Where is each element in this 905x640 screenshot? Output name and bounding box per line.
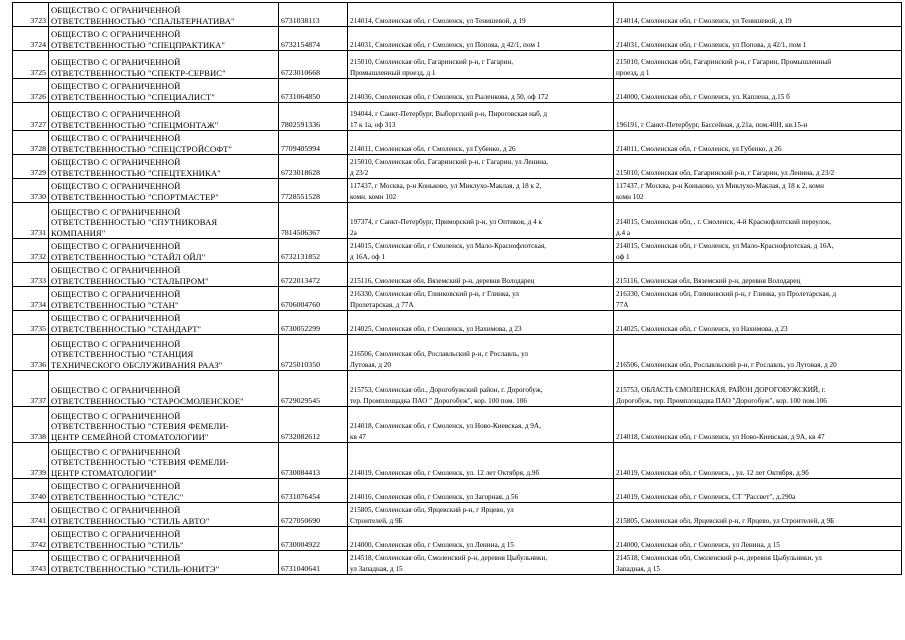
company-name-line: ОБЩЕСТВО С ОГРАНИЧЕННОЙ <box>51 385 181 396</box>
company-name-line: ОТВЕТСТВЕННОСТЬЮ "СПЕЦПРАКТИКА" <box>51 39 225 50</box>
company-name-line: ОБЩЕСТВО С ОГРАНИЧЕННОЙ <box>51 157 181 168</box>
row-number: 3728 <box>13 131 49 155</box>
table-row <box>13 79 902 103</box>
legal-address-line: 214025, Смоленская обл, г Смоленск, ул Нахимова, д 23 <box>350 324 522 333</box>
row-number: 3742 <box>13 527 49 551</box>
actual-address-line: 214000, Смоленская обл, г Смоленск, ул Ленина, д 15 <box>616 540 780 549</box>
inn-number: 6731038113 <box>279 3 348 27</box>
legal-address-line: 214016, Смоленская обл, г Смоленск, ул Загорная, д 56 <box>350 492 519 501</box>
legal-address-line: кв 47 <box>350 432 366 441</box>
legal-address <box>348 239 614 263</box>
actual-address <box>614 479 902 503</box>
company-name-line: ОБЩЕСТВО С ОГРАНИЧЕННОЙ <box>51 289 181 300</box>
row-number: 3740 <box>13 479 49 503</box>
legal-address-line: 214000, Смоленская обл, г Смоленск, ул Ленина, д 15 <box>350 540 514 549</box>
company-name-line: ОБЩЕСТВО С ОГРАНИЧЕННОЙ <box>51 411 181 422</box>
company-name-line: ОТВЕТСТВЕННОСТЬЮ "СПЕЦТЕХНИКА" <box>51 167 221 178</box>
company-name-line: ЦЕНТР СТОМАТОЛОГИИ" <box>51 467 157 478</box>
company-name <box>49 179 279 203</box>
inn-number: 6731064850 <box>279 79 348 103</box>
inn-number: 6732131852 <box>279 239 348 263</box>
actual-address <box>614 527 902 551</box>
legal-address-line: 214031, Смоленская обл, г Смоленск, ул Попова, д 42/1, пом 1 <box>350 40 541 49</box>
inn-number: 6723018628 <box>279 155 348 179</box>
legal-address <box>348 443 614 479</box>
actual-address-line: 216330, Смоленская обл, Глинковский р-н, г Глинка, ул Пролетарская, д <box>616 290 837 299</box>
legal-address <box>348 503 614 527</box>
company-name <box>49 443 279 479</box>
inn-number: 7814506367 <box>279 203 348 239</box>
table-row <box>13 263 902 287</box>
company-name-line: ОТВЕТСТВЕННОСТЬЮ "СПЕЦМОНТАЖ" <box>51 119 219 130</box>
company-name-line: ОБЩЕСТВО С ОГРАНИЧЕННОЙ <box>51 29 181 40</box>
legal-address-line: 197374, г Санкт-Петербург, Приморский р-н, ул Оптиков, д 4 к <box>350 218 542 227</box>
legal-address-line: 216330, Смоленская обл, Глинковский р-н, г Глинка, ул <box>350 290 519 299</box>
actual-address <box>614 407 902 443</box>
legal-address-line: Пролетарская, д 77А <box>350 300 414 309</box>
company-name <box>49 311 279 335</box>
company-name-line: ОТВЕТСТВЕННОСТЬЮ "СТЕВИЯ ФЕМЕЛИ- <box>51 457 229 468</box>
row-number: 3726 <box>13 79 49 103</box>
actual-address-line: 215010, Смоленская обл, Гагаринский р-н, г Гагарин, Промышленный <box>616 58 832 67</box>
inn-number: 6727050690 <box>279 503 348 527</box>
actual-address-line: 214015, Смоленская обл, г Смоленск, ул Мало-Краснофлотская, д 16А, <box>616 242 834 251</box>
actual-address <box>614 263 902 287</box>
row-number: 3727 <box>13 103 49 131</box>
actual-address-line: 215010, Смоленская обл, Гагаринский р-н, г Гагарин, ул Ленина, д 23/2 <box>616 168 835 177</box>
actual-address-line: 214015, Смоленская обл, , г. Смоленск, 4-й Краснофлотский переулок, <box>616 218 831 227</box>
company-name-line: ОБЩЕСТВО С ОГРАНИЧЕННОЙ <box>51 241 181 252</box>
row-number: 3737 <box>13 371 49 407</box>
actual-address <box>614 103 902 131</box>
company-name <box>49 527 279 551</box>
company-name <box>49 131 279 155</box>
table-row <box>13 371 902 407</box>
company-name-line: ОТВЕТСТВЕННОСТЬЮ "СТАНЦИЯ <box>51 349 194 360</box>
actual-address-line: 214014, Смоленская обл, г Смоленск, ул Тенишевой, д 19 <box>616 16 792 25</box>
company-name-line: ОБЩЕСТВО С ОГРАНИЧЕННОЙ <box>51 339 181 350</box>
company-name-line: ОБЩЕСТВО С ОГРАНИЧЕННОЙ <box>51 109 181 120</box>
inn-number: 6722013472 <box>279 263 348 287</box>
row-number: 3735 <box>13 311 49 335</box>
row-number: 3733 <box>13 263 49 287</box>
company-name <box>49 51 279 79</box>
legal-address-line: 194044, г Санкт-Петербург, Выборгский р-н, Пироговская наб, д <box>350 110 548 119</box>
company-name-line: ОБЩЕСТВО С ОГРАНИЧЕННОЙ <box>51 5 181 16</box>
actual-address-line: 196191, г Санкт-Петербург, Бассейная, д.21а, пом.40Н, кв.15-н <box>616 120 808 129</box>
registry-table <box>12 2 902 575</box>
table-row <box>13 479 902 503</box>
actual-address-line: 117437, г Москва, р-н Коньково, ул Миклухо-Маклая, д 18 к 2, комн <box>616 182 824 191</box>
actual-address-line: 214518, Смоленская обл, Смоленский р-н, деревня Цыбульники, ул <box>616 554 822 563</box>
company-name <box>49 263 279 287</box>
inn-number: 6723010668 <box>279 51 348 79</box>
legal-address <box>348 3 614 27</box>
company-name-line: ОТВЕТСТВЕННОСТЬЮ "СТИЛЬ" <box>51 539 184 550</box>
company-name-line: ОБЩЕСТВО С ОГРАНИЧЕННОЙ <box>51 447 181 458</box>
legal-address-line: 215010, Смоленская обл, Гагаринский р-н, г Гагарин, ул Ленина, <box>350 158 549 167</box>
actual-address <box>614 27 902 51</box>
legal-address <box>348 155 614 179</box>
table-row <box>13 551 902 575</box>
legal-address <box>348 263 614 287</box>
company-name-line: ОТВЕТСТВЕННОСТЬЮ "СТИЛЬ-ЮНИТЭ" <box>51 563 220 574</box>
company-name-line: ОТВЕТСТВЕННОСТЬЮ "СТИЛЬ АВТО" <box>51 515 210 526</box>
company-name-line: ОБЩЕСТВО С ОГРАНИЧЕННОЙ <box>51 313 181 324</box>
actual-address <box>614 503 902 527</box>
legal-address <box>348 27 614 51</box>
company-name-line: ОТВЕТСТВЕННОСТЬЮ "СТЕЛС" <box>51 491 184 502</box>
inn-number: 6730004922 <box>279 527 348 551</box>
actual-address <box>614 239 902 263</box>
actual-address-line: д.4 а <box>616 228 631 237</box>
inn-number: 6730052299 <box>279 311 348 335</box>
actual-address-line: Западная, д 15 <box>616 564 660 573</box>
row-number: 3741 <box>13 503 49 527</box>
row-number: 3734 <box>13 287 49 311</box>
legal-address-line: 215116, Смоленская обл, Вяземский р-н, деревня Володарец <box>350 276 535 285</box>
legal-address-line: ул Западная, д 15 <box>350 564 403 573</box>
company-name-line: ОБЩЕСТВО С ОГРАНИЧЕННОЙ <box>51 529 181 540</box>
legal-address <box>348 287 614 311</box>
company-name-line: ОТВЕТСТВЕННОСТЬЮ "СПЕКТР-СЕРВИС" <box>51 67 226 78</box>
actual-address-line: 214031, Смоленская обл, г Смоленск, ул Попова, д 42/1, пом 1 <box>616 40 807 49</box>
row-number: 3729 <box>13 155 49 179</box>
company-name-line: ОТВЕТСТВЕННОСТЬЮ "СТЕВИЯ ФЕМЕЛИ- <box>51 421 229 432</box>
company-name-line: ОБЩЕСТВО С ОГРАНИЧЕННОЙ <box>51 207 181 218</box>
legal-address-line: 214014, Смоленская обл, г Смоленск, ул Тенишевой, д 19 <box>350 16 526 25</box>
actual-address-line: 214019, Смоленская обл, г Смоленск, , ул. 12 лет Октября, д.9б <box>616 468 809 477</box>
legal-address-line: 214018, Смоленская обл, г Смоленск, ул Ново-Киевская, д 9А, <box>350 422 541 431</box>
actual-address-line: 215805, Смоленская обл, Ярцевский р-н, г Ярцево, ул Строителей, д 9Б <box>616 516 835 525</box>
table-row <box>13 239 902 263</box>
inn-number: 6729029545 <box>279 371 348 407</box>
actual-address-line: 215753, ОБЛАСТЬ СМОЛЕНСКАЯ, РАЙОН ДОРОГОБУЖСКИЙ, г. <box>616 386 826 395</box>
company-name <box>49 203 279 239</box>
legal-address <box>348 103 614 131</box>
company-name <box>49 551 279 575</box>
legal-address <box>348 203 614 239</box>
row-number: 3743 <box>13 551 49 575</box>
row-number: 3723 <box>13 3 49 27</box>
legal-address <box>348 371 614 407</box>
legal-address-line: 214019, Смоленская обл, г Смоленск, ул. 12 лет Октября, д.9б <box>350 468 540 477</box>
inn-number: 6732082612 <box>279 407 348 443</box>
legal-address-line: 215805, Смоленская обл, Ярцевский р-н, г Ярцево, ул <box>350 506 514 515</box>
actual-address <box>614 3 902 27</box>
inn-number: 7728551528 <box>279 179 348 203</box>
legal-address-line: 2а <box>350 228 357 237</box>
row-number: 3725 <box>13 51 49 79</box>
registry-table-body <box>13 3 902 575</box>
company-name <box>49 371 279 407</box>
inn-number: 6725010350 <box>279 335 348 371</box>
inn-number: 7709405994 <box>279 131 348 155</box>
actual-address-line: проезд, д 1 <box>616 68 650 77</box>
legal-address-line: комн. комн 102 <box>350 192 397 201</box>
table-row <box>13 335 902 371</box>
inn-number: 6730084413 <box>279 443 348 479</box>
legal-address-line: 17 к 1а, оф 313 <box>350 120 396 129</box>
table-row <box>13 311 902 335</box>
row-number: 3731 <box>13 203 49 239</box>
actual-address <box>614 311 902 335</box>
actual-address-line: оф 1 <box>616 252 630 261</box>
company-name-line: ОТВЕТСТВЕННОСТЬЮ "СТАН" <box>51 299 179 310</box>
actual-address-line: 214011, Смоленская обл, г Смоленск, ул Губенко, д 26 <box>616 144 782 153</box>
table-row <box>13 407 902 443</box>
company-name-line: ТЕХНИЧЕСКОГО ОБСЛУЖИВАНИЯ РААЗ" <box>51 359 223 370</box>
company-name-line: ОБЩЕСТВО С ОГРАНИЧЕННОЙ <box>51 181 181 192</box>
table-row <box>13 287 902 311</box>
row-number: 3739 <box>13 443 49 479</box>
company-name <box>49 335 279 371</box>
company-name <box>49 503 279 527</box>
legal-address <box>348 311 614 335</box>
actual-address-line: комн 102 <box>616 192 644 201</box>
actual-address <box>614 155 902 179</box>
company-name <box>49 239 279 263</box>
company-name-line: ОТВЕТСТВЕННОСТЬЮ "СПУТНИКОВАЯ <box>51 217 218 228</box>
actual-address <box>614 287 902 311</box>
actual-address <box>614 203 902 239</box>
company-name <box>49 79 279 103</box>
company-name-line: ОТВЕТСТВЕННОСТЬЮ "СПАЛЬТЕРНАТИВА" <box>51 15 235 26</box>
table-row <box>13 179 902 203</box>
legal-address-line: 214518, Смоленская обл, Смоленский р-н, деревня Цыбульники, <box>350 554 548 563</box>
company-name-line: ОТВЕТСТВЕННОСТЬЮ "СТАНДАРТ" <box>51 323 202 334</box>
company-name-line: ОТВЕТСТВЕННОСТЬЮ "СПЕЦИАЛИСТ" <box>51 91 216 102</box>
company-name-line: КОМПАНИЯ" <box>51 227 106 238</box>
actual-address-line: 216506, Смоленская обл, Рославльский р-н, г Рославль, ул Лутовая, д 20 <box>616 360 837 369</box>
legal-address <box>348 407 614 443</box>
legal-address <box>348 335 614 371</box>
actual-address-line: 215116, Смоленская обл, Вяземский р-н, деревня Володарец <box>616 276 801 285</box>
inn-number: 6731076454 <box>279 479 348 503</box>
company-name <box>49 3 279 27</box>
actual-address <box>614 371 902 407</box>
company-name <box>49 479 279 503</box>
row-number: 3738 <box>13 407 49 443</box>
inn-number: 6731040641 <box>279 551 348 575</box>
table-row <box>13 131 902 155</box>
company-name <box>49 287 279 311</box>
legal-address-line: 215753, Смоленская обл., Дорогобужский район, г. Дорогобуж, <box>350 386 543 395</box>
actual-address <box>614 51 902 79</box>
legal-address <box>348 131 614 155</box>
company-name-line: ЦЕНТР СЕМЕЙНОЙ СТОМАТОЛОГИИ" <box>51 431 209 442</box>
company-name <box>49 407 279 443</box>
legal-address <box>348 79 614 103</box>
row-number: 3724 <box>13 27 49 51</box>
actual-address-line: 214018, Смоленская обл, г Смоленск, ул Ново-Киевская, д 9А, кв 47 <box>616 432 825 441</box>
company-name-line: ОТВЕТСТВЕННОСТЬЮ "СТАЙЛ ОЙЛ" <box>51 251 206 262</box>
company-name <box>49 155 279 179</box>
actual-address <box>614 443 902 479</box>
actual-address-line: 214000, Смоленская обл, г Смоленск, ул. Каплена, д.15 б <box>616 92 790 101</box>
legal-address-line: 214015, Смоленская обл, г Смоленск, ул Мало-Краснофлотская, <box>350 242 546 251</box>
legal-address-line: тер. Промплощадка ПАО " Дорогобуж", кор. 100 пом. 106 <box>350 396 527 405</box>
actual-address <box>614 179 902 203</box>
company-name-line: ОТВЕТСТВЕННОСТЬЮ "СТАРОСМОЛЕНСКОЕ" <box>51 395 244 406</box>
row-number: 3730 <box>13 179 49 203</box>
actual-address-line: 214025, Смоленская обл, г Смоленск, ул Нахимова, д 23 <box>616 324 788 333</box>
company-name-line: ОБЩЕСТВО С ОГРАНИЧЕННОЙ <box>51 481 181 492</box>
company-name-line: ОБЩЕСТВО С ОГРАНИЧЕННОЙ <box>51 57 181 68</box>
legal-address-line: 117437, г Москва, р-н Коньково, ул Миклухо-Маклая, д 18 к 2, <box>350 182 542 191</box>
company-name-line: ОТВЕТСТВЕННОСТЬЮ "СПОРТМАСТЕР" <box>51 191 219 202</box>
table-row <box>13 203 902 239</box>
legal-address <box>348 51 614 79</box>
legal-address-line: 214036, Смоленская обл, г Смоленск, ул Рыленкова, д 50, оф 172 <box>350 92 549 101</box>
company-name-line: ОТВЕТСТВЕННОСТЬЮ "СТАЛЬПРОМ" <box>51 275 209 286</box>
company-name-line: ОБЩЕСТВО С ОГРАНИЧЕННОЙ <box>51 505 181 516</box>
row-number: 3736 <box>13 335 49 371</box>
legal-address <box>348 479 614 503</box>
legal-address <box>348 527 614 551</box>
actual-address-line: Дорогобуж, тер. Промплощадка ПАО "Дорогобуж", кор. 100 пом.106 <box>616 396 827 405</box>
company-name-line: ОТВЕТСТВЕННОСТЬЮ "СПЕЦСТРОЙСОФТ" <box>51 143 233 154</box>
table-row <box>13 155 902 179</box>
actual-address-line: 77А <box>616 300 629 309</box>
actual-address <box>614 79 902 103</box>
inn-number: 7802591336 <box>279 103 348 131</box>
company-name <box>49 27 279 51</box>
company-name-line: ОБЩЕСТВО С ОГРАНИЧЕННОЙ <box>51 81 181 92</box>
legal-address-line: 215010, Смоленская обл, Гагаринский р-н, г Гагарин, <box>350 58 514 67</box>
table-row <box>13 3 902 27</box>
legal-address-line: д 16А, оф 1 <box>350 252 386 261</box>
table-row <box>13 443 902 479</box>
legal-address-line: 214011, Смоленская обл, г Смоленск, ул Губенко, д 26 <box>350 144 516 153</box>
company-name-line: ОБЩЕСТВО С ОГРАНИЧЕННОЙ <box>51 265 181 276</box>
inn-number: 6706004760 <box>279 287 348 311</box>
company-name-line: ОБЩЕСТВО С ОГРАНИЧЕННОЙ <box>51 133 181 144</box>
inn-number: 6732154874 <box>279 27 348 51</box>
table-row <box>13 527 902 551</box>
legal-address-line: Промышленный проезд, д 1 <box>350 68 436 77</box>
company-name-line: ОБЩЕСТВО С ОГРАНИЧЕННОЙ <box>51 553 181 564</box>
actual-address <box>614 551 902 575</box>
actual-address <box>614 335 902 371</box>
table-row <box>13 503 902 527</box>
legal-address-line: д 23/2 <box>350 168 369 177</box>
row-number: 3732 <box>13 239 49 263</box>
company-name <box>49 103 279 131</box>
table-row <box>13 27 902 51</box>
legal-address-line: Строителей, д 9Б <box>350 516 403 525</box>
legal-address <box>348 179 614 203</box>
table-row <box>13 51 902 79</box>
legal-address-line: 216506, Смоленская обл, Рославльский р-н, г Рославль, ул <box>350 350 528 359</box>
actual-address <box>614 131 902 155</box>
legal-address-line: Лутовая, д 20 <box>350 360 391 369</box>
actual-address-line: 214019, Смоленская обл, г Смоленск, СТ "Рассвет", д.290а <box>616 492 796 501</box>
legal-address <box>348 551 614 575</box>
table-row <box>13 103 902 131</box>
